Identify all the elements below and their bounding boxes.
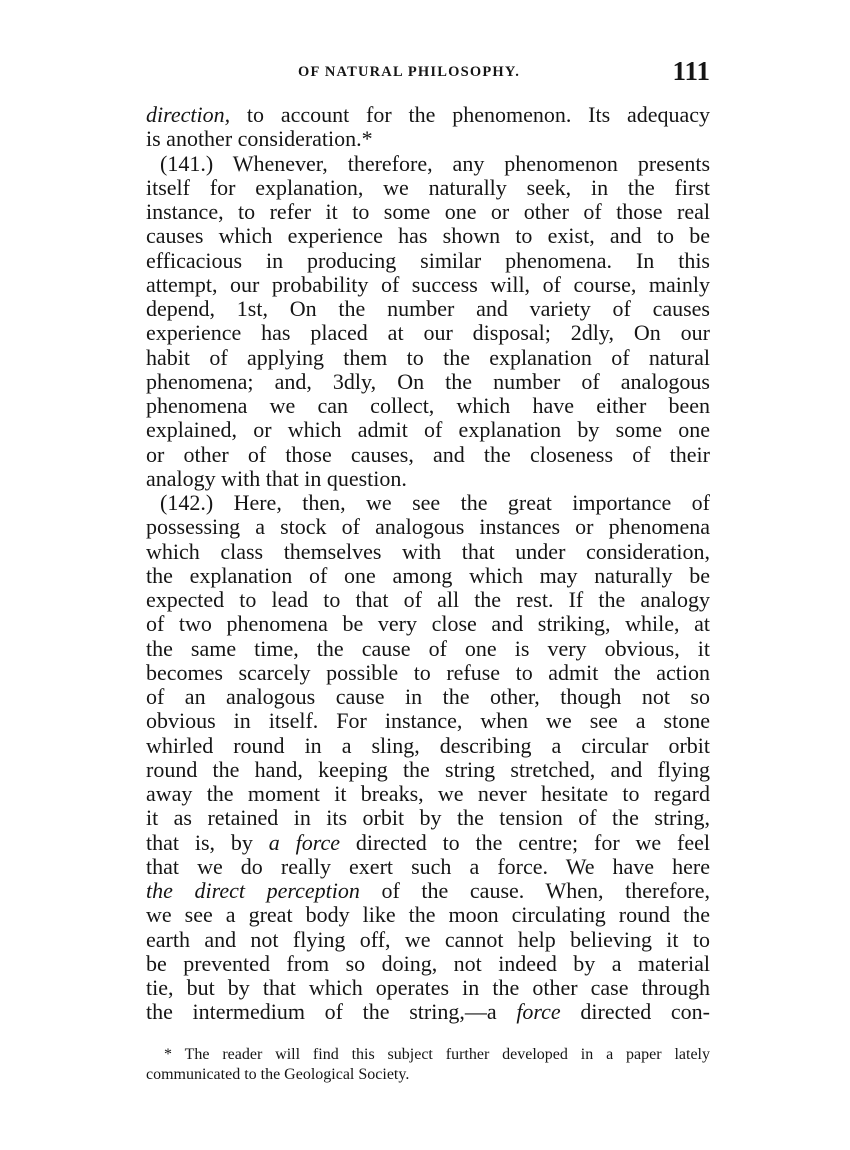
italic-phrase: force (516, 999, 561, 1025)
footnote-line: * The reader will find this subject further developed in a paper lately (164, 1046, 710, 1063)
text-line: earth and not flying off, we cannot help believing it to (146, 926, 710, 952)
text-line: attempt, our probability of success will, of course, mainly (146, 271, 710, 297)
text-line (146, 831, 710, 855)
italic-phrase: direction, (146, 102, 231, 127)
text-line: becomes scarcely possible to refuse to admit the action (146, 659, 710, 685)
text-line: experience has placed at our disposal; 2dly, On our (146, 320, 710, 346)
text-line: analogy with that in question. (146, 465, 407, 491)
text-line: of an analogous cause in the other, though not so (146, 684, 710, 709)
text-line: instance, to refer it to some one or other of those real (146, 199, 710, 224)
text-run: to account for the phenomenon. Its adequacy (230, 102, 710, 127)
text-run: directed con- (560, 999, 711, 1025)
footnote-line: communicated to the Geological Society. (146, 1066, 410, 1083)
text-line: which class themselves with that under consideration, (146, 538, 710, 564)
body-text (146, 103, 710, 1025)
text-line: expected to lead to that of all the rest. If the analogy (146, 587, 710, 612)
text-line: causes which experience has shown to exist, and to be (146, 223, 710, 249)
text-line: explained, or which admit of explanation by some one (146, 417, 710, 443)
text-line: phenomena we can collect, which have either been (146, 393, 710, 418)
text-line: depend, 1st, On the number and variety of causes (146, 296, 710, 321)
text-line: is another consideration.* (146, 126, 373, 152)
italic-phrase: a force (268, 829, 340, 855)
text-line: round the hand, keeping the string stretched, and flying (146, 756, 710, 782)
running-head (146, 56, 710, 86)
text-line: it as retained in its orbit by the tension of the string, (146, 805, 710, 831)
text-line: the explanation of one among which may naturally be (146, 562, 710, 588)
text-line: that we do really exert such a force. We have here (146, 853, 710, 879)
text-line: whirled round in a sling, describing a circular orbit (146, 732, 710, 758)
text-line: itself for explanation, we naturally seek, in the first (146, 174, 710, 200)
text-run: the intermedium of the string,—a (146, 999, 517, 1025)
text-line: we see a great body like the moon circulating round the (146, 902, 710, 928)
text-line: possessing a stock of analogous instances or phenomena (146, 514, 710, 540)
footnote (146, 1045, 710, 1085)
text-run: that is, by (146, 829, 269, 855)
text-run: directed to the centre; for we feel (340, 829, 710, 855)
text-line: be prevented from so doing, not indeed by a material (146, 950, 710, 976)
paragraph-141-start: (141.) Whenever, therefore, any phenomenon presents (160, 150, 710, 176)
text-line: the same time, the cause of one is very obvious, it (146, 635, 710, 661)
text-line: of two phenomena be very close and striking, while, at (146, 611, 710, 637)
text-line (146, 1000, 710, 1024)
text-line (146, 879, 710, 903)
text-line: tie, but by that which operates in the other case through (146, 975, 710, 1000)
paragraph-142-start: (142.) Here, then, we see the great importance of (160, 490, 710, 515)
text-line: habit of applying them to the explanation of natural (146, 344, 710, 370)
text-run: of the cause. When, therefore, (359, 878, 711, 903)
text-line (146, 103, 710, 127)
text-line: away the moment it breaks, we never hesitate to regard (146, 781, 710, 806)
running-title: OF NATURAL PHILOSOPHY. (298, 64, 521, 80)
italic-phrase: the direct perception (146, 878, 360, 903)
text-line: efficacious in producing similar phenomena. In this (146, 247, 710, 273)
text-line: obvious in itself. For instance, when we see a stone (146, 708, 710, 734)
text-line: or other of those causes, and the closeness of their (146, 441, 710, 467)
text-line: phenomena; and, 3dly, On the number of analogous (146, 368, 710, 394)
page-number: 111 (672, 56, 710, 86)
